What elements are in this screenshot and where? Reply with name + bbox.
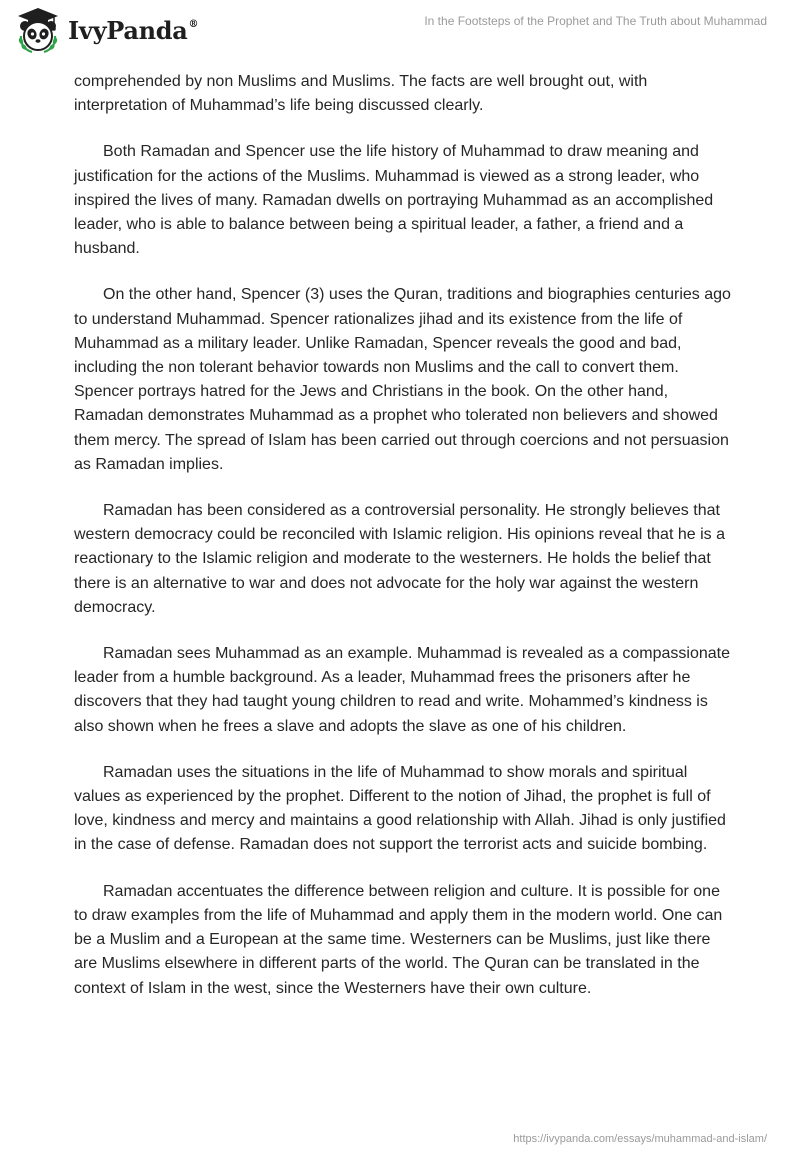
essay-body	[74, 70, 734, 1023]
paragraph: Ramadan has been considered as a controversial personality. He strongly believes that western democracy could be reconciled with Islamic religion. His opinions reveal that he is a reactionary to the Islamic religion and moderate to the westerners. He holds the belief that there is an alternative to war and does not advocate for the holy war against the western democracy.	[74, 502, 725, 616]
paragraph: comprehended by non Muslims and Muslims. The facts are well brought out, with interpretation of Muhammad’s life being discussed clearly.	[74, 73, 648, 115]
paragraph: On the other hand, Spencer (3) uses the Quran, traditions and biographies centuries ago to understand Muhammad. Spencer rationalizes jihad and its existence from the life of Muhammad as a military leader. Unlike Ramadan, Spencer reveals the good and bad, including the non tolerant behavior towards non Muslims and the call to convert them. Spencer portrays hatred for the Jews and Christians in the book. On the other hand, Ramadan demonstrates Muhammad as a prophet who tolerated non believers and showed them mercy. The spread of Islam has been carried out through coercions and not persuasion as Ramadan implies.	[74, 286, 731, 473]
source-url-link[interactable]: https://ivypanda.com/essays/muhammad-and-islam/	[513, 1133, 767, 1145]
brand-name	[68, 16, 198, 45]
paragraph: Both Ramadan and Spencer use the life history of Muhammad to draw meaning and justification for the actions of the Muslims. Muhammad is viewed as a strong leader, who inspired the lives of many. Ramadan dwells on portraying Muhammad as an accomplished leader, who is able to balance between being a spiritual leader, a father, a friend and a husband.	[74, 143, 714, 258]
brand-logo[interactable]	[14, 6, 198, 54]
paragraph: Ramadan sees Muhammad as an example. Muhammad is revealed as a compassionate leader from a humble background. As a leader, Muhammad frees the prisoners after he discovers that they had taught young children to read and write. Mohammed’s kindness is also shown when he frees a slave and adopts the slave as one of his children.	[74, 645, 730, 735]
paragraph: Ramadan uses the situations in the life of Muhammad to show morals and spiritual values as experienced by the prophet. Different to the notion of Jihad, the prophet is full of love, kindness and mercy and maintains a good relationship with Allah. Jihad is only justified in the case of defense. Ramadan does not support the terrorist acts and suicide bombing.	[74, 763, 726, 854]
registered-mark: ®	[188, 18, 199, 30]
panda-graduate-icon	[14, 6, 62, 54]
document-title: In the Footsteps of the Prophet and The Truth about Muhammad	[424, 14, 767, 28]
paragraph: Ramadan accentuates the difference between religion and culture. It is possible for one to draw examples from the life of Muhammad and apply them in the modern world. One can be a Muslim and a European at the same time. Westerners can be Muslims, just like there are Muslims elsewhere in different parts of the world. The Quran can be translated in the context of Islam in the west, since the Westerners have their own culture.	[74, 882, 723, 997]
brand-name-text: IvyPanda	[68, 15, 188, 45]
page-header	[0, 0, 800, 62]
